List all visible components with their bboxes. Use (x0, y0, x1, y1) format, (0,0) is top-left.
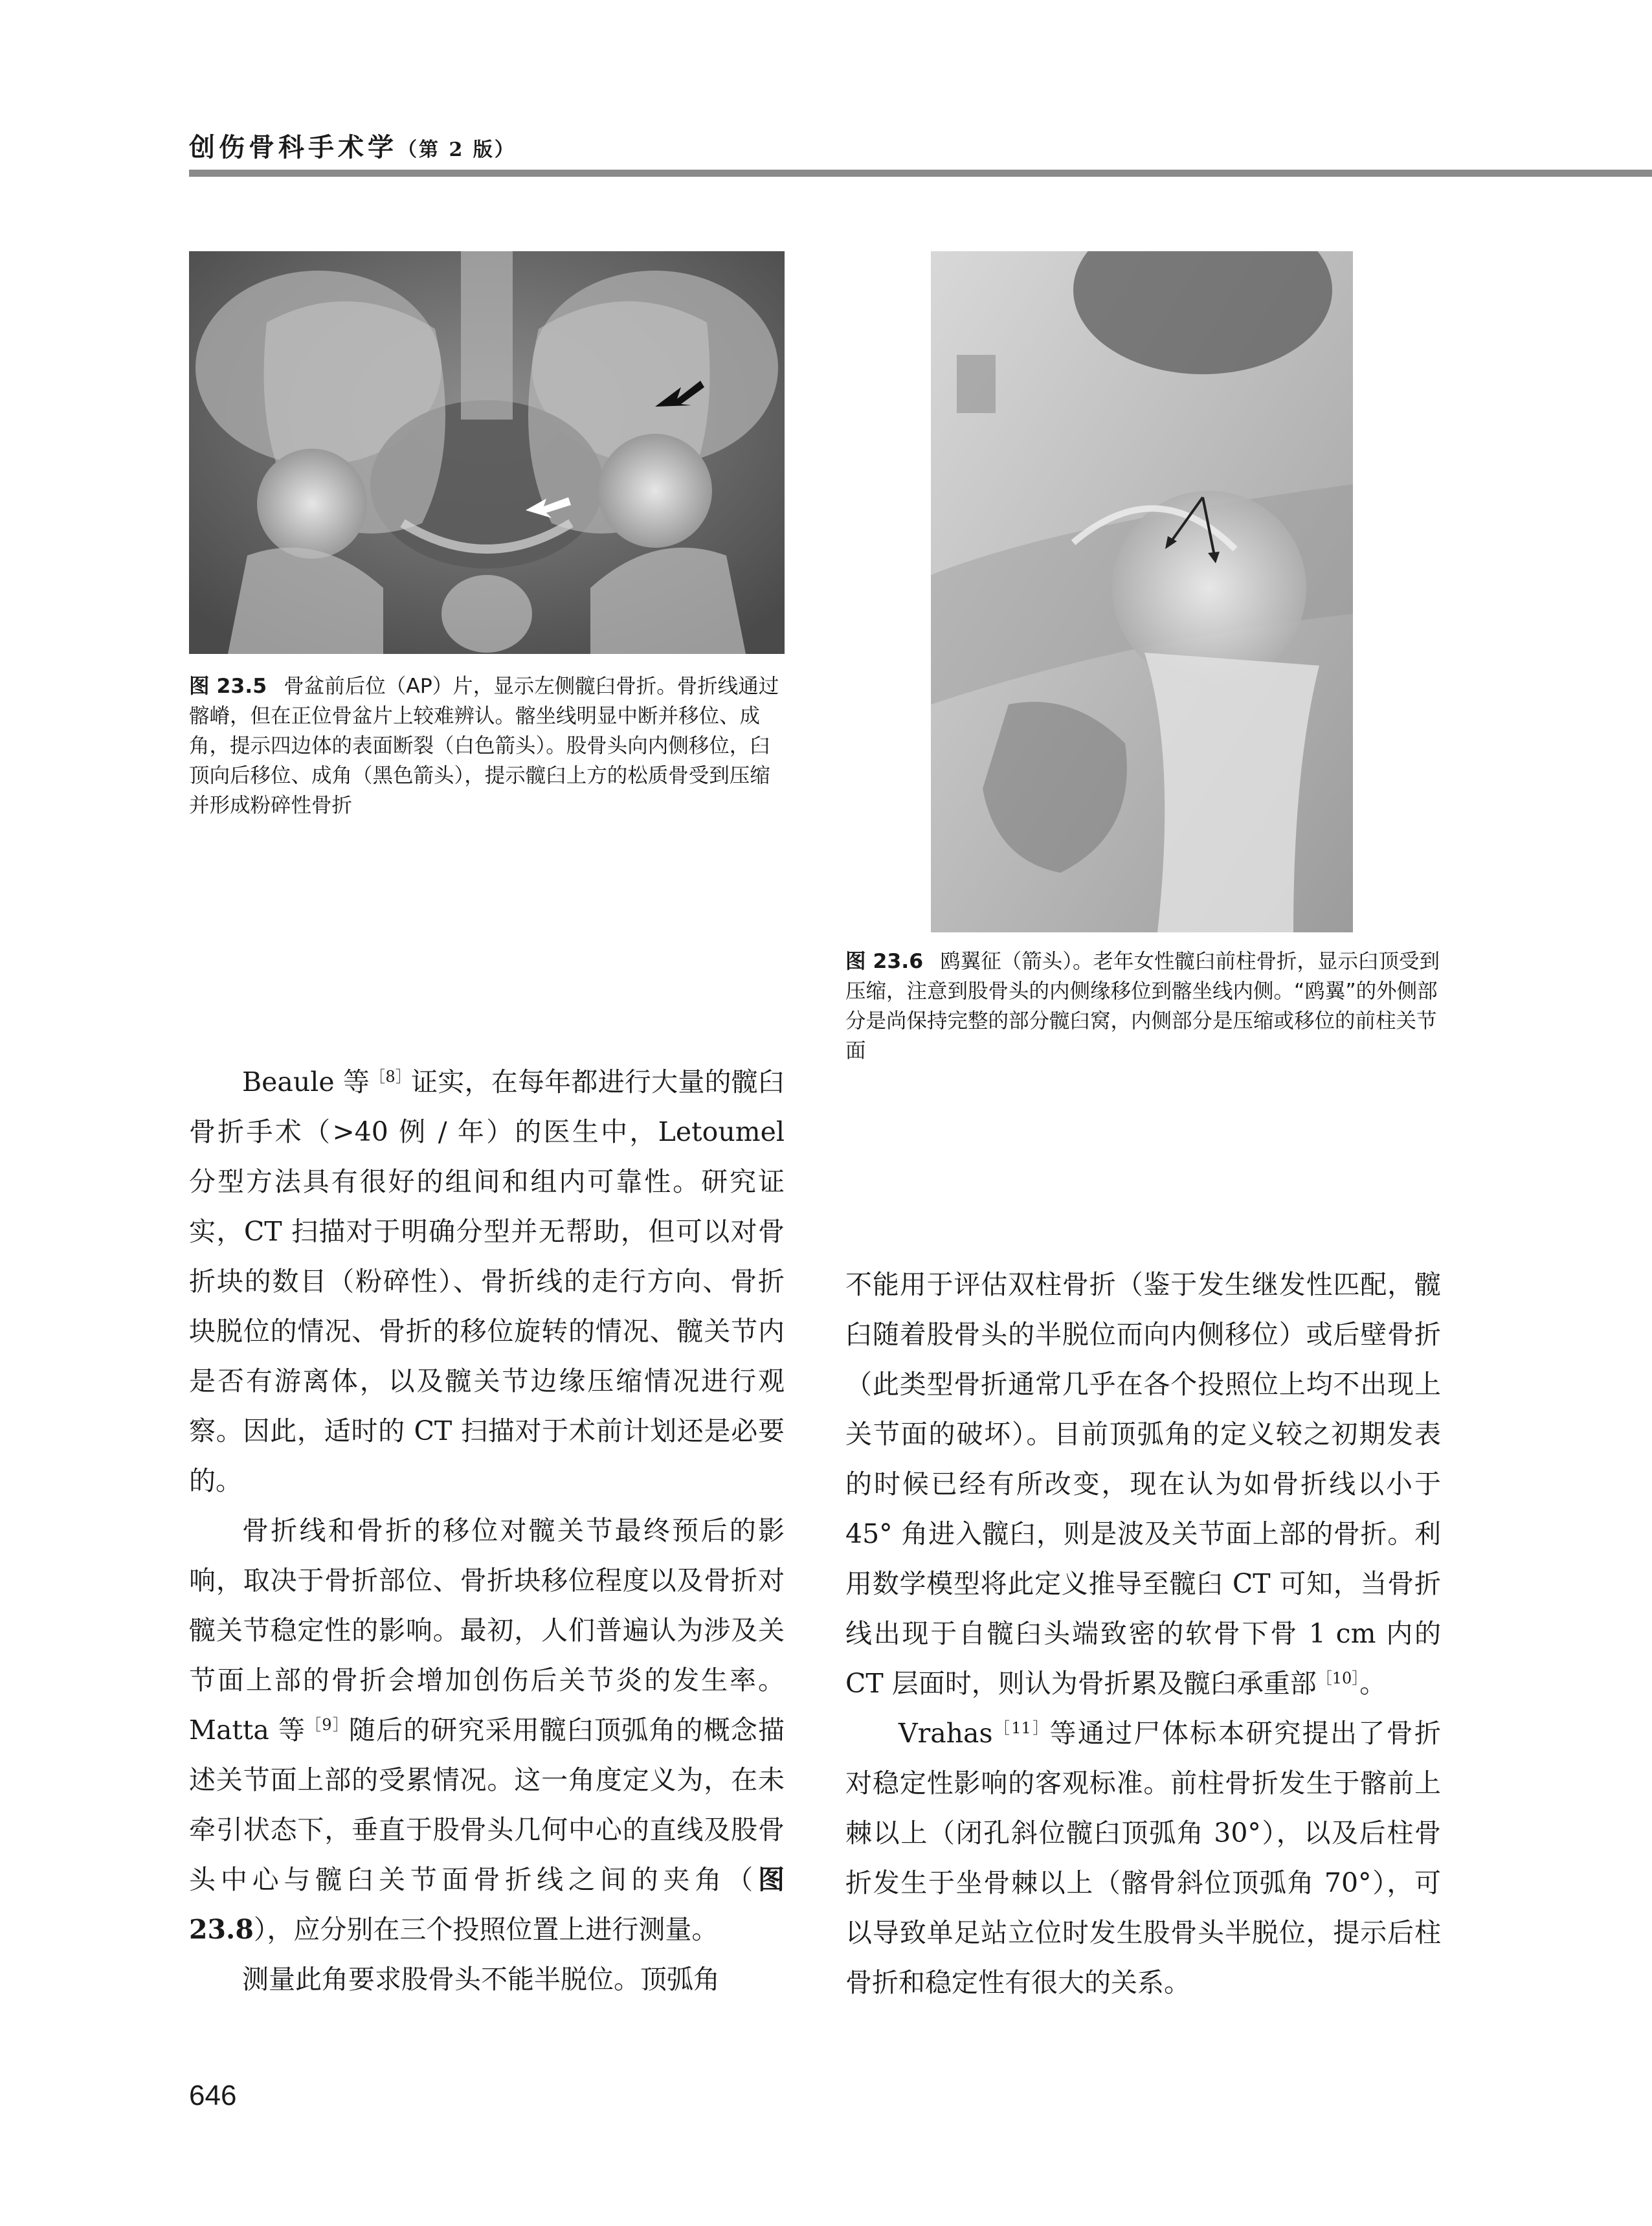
left-column (189, 1057, 785, 2005)
page-number: 646 (189, 2080, 237, 2111)
left-p3-text: 测量此角要求股骨头不能半脱位。顶弧角 (242, 1964, 720, 1995)
citation-11: ［11］ (992, 1719, 1050, 1737)
book-title: 创伤骨科手术学 (189, 132, 397, 163)
right-p1-end: 。 (1359, 1668, 1387, 1699)
left-p1-text-b: 证实，在每年都进行大量的髋臼骨折手术（>40 例 / 年）的医生中，Letoumel 分型方法具有很好的组间和组内可靠性。研究证实，CT 扫描对于明确分型并无帮助，但可以对骨折块的数目（粉碎性）、骨折线的走行方向、骨折块脱位的情况、骨折的移位旋转的情况、髋关节内是否有游离体，以及髋关节边缘压缩情况进行观察。因此，适时的 CT 扫描对于术前计划还是必要的。 (189, 1066, 785, 1496)
running-head (189, 127, 516, 164)
left-p2-text-b: 随后的研究采用髋臼顶弧角的概念描述关节面上部的受累情况。这一角度定义为，在未牵引状态下，垂直于股骨头几何中心的直线及股骨头中心与髋臼关节面骨折线之间的夹角（ (189, 1714, 785, 1895)
citation-9: ［9］ (306, 1716, 349, 1734)
right-paragraph-1 (845, 1260, 1441, 1709)
figure-23-6-caption (845, 947, 1441, 1066)
right-p2-text-b: 等通过尸体标本研究提出了骨折对稳定性影响的客观标准。前柱骨折发生于髂前上棘以上（闭孔斜位髋臼顶弧角 30°），以及后柱骨折发生于坐骨棘以上（髂骨斜位顶弧角 70°），可以导致单足站立位时发生股骨头半脱位，提示后柱骨折和稳定性有很大的关系。 (845, 1718, 1441, 1998)
left-paragraph-3 (189, 1955, 785, 2005)
figure-reference-23-8: 图 23.8 (189, 1864, 785, 1945)
left-p1-text-a: Beaule 等 (242, 1066, 370, 1097)
right-p1-text: 不能用于评估双柱骨折（鉴于发生继发性匹配，髋臼随着股骨头的半脱位而向内侧移位）或后壁骨折（此类型骨折通常几乎在各个投照位上均不出现上关节面的破坏）。目前顶弧角的定义较之初期发表的时候已经有所改变，现在认为如骨折线以小于 45° 角进入髋臼，则是波及关节面上部的骨折。利用数学模型将此定义推导至髋臼 CT 可知，当骨折线出现于自髋臼头端致密的软骨下骨 1 cm 内的 CT 层面时，则认为骨折累及髋臼承重部 (845, 1269, 1441, 1699)
right-column (845, 1260, 1441, 2008)
header-rule (189, 170, 1652, 177)
right-paragraph-2 (845, 1709, 1441, 2008)
left-p2-text-c: ），应分别在三个投照位置上进行测量。 (253, 1914, 719, 1945)
figure-23-5-number: 图 23.5 (189, 675, 267, 698)
right-p2-text-a: Vrahas (899, 1718, 993, 1749)
figure-23-5-caption (189, 671, 785, 820)
figure-23-6-xray-image (931, 251, 1353, 932)
book-edition: （第 2 版） (397, 139, 516, 161)
figure-23-5-xray-image (189, 251, 785, 654)
citation-8: ［8］ (370, 1068, 412, 1086)
left-p2-text-a: 骨折线和骨折的移位对髋关节最终预后的影响，取决于骨折部位、骨折块移位程度以及骨折对髋关节稳定性的影响。最初，人们普遍认为涉及关节面上部的骨折会增加创伤后关节炎的发生率。Matta 等 (189, 1515, 785, 1746)
left-paragraph-1 (189, 1057, 785, 1506)
figure-23-6-caption-text: 鸥翼征（箭头）。老年女性髋臼前柱骨折，显示臼顶受到压缩，注意到股骨头的内侧缘移位到髂坐线内侧。“鸥翼”的外侧部分是尚保持完整的部分髋臼窝，内侧部分是压缩或移位的前柱关节面 (845, 950, 1440, 1062)
left-paragraph-2 (189, 1506, 785, 1955)
citation-10: ［10］ (1316, 1669, 1360, 1687)
figure-23-6-number: 图 23.6 (845, 950, 924, 973)
figure-23-5-caption-text: 骨盆前后位（AP）片，显示左侧髋臼骨折。骨折线通过髂嵴，但在正位骨盆片上较难辨认。髂坐线明显中断并移位、成角，提示四边体的表面断裂（白色箭头）。股骨头向内侧移位，臼顶向后移位、成角（黑色箭头），提示髋臼上方的松质骨受到压缩并形成粉碎性骨折 (189, 675, 779, 817)
